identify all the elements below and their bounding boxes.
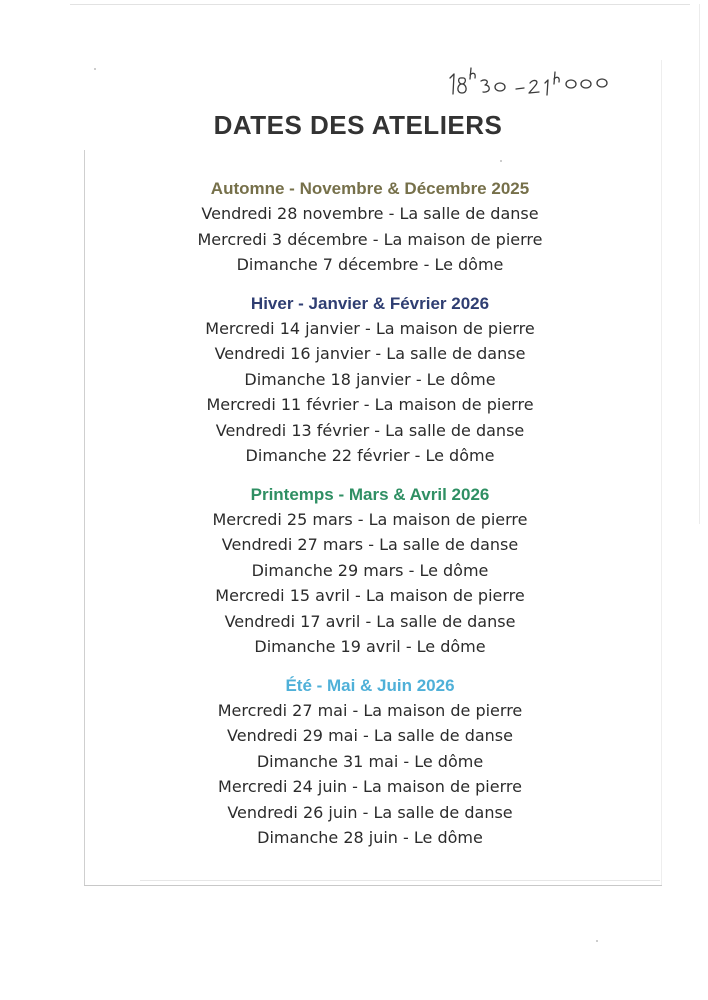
session-item: Mercredi 11 février - La maison de pierre: [206, 395, 534, 414]
session-item: Dimanche 28 juin - Le dôme: [257, 828, 483, 847]
session-item: Mercredi 3 décembre - La maison de pierre: [197, 229, 543, 249]
session-item: Vendredi 17 avril - La salle de danse: [224, 611, 516, 631]
season-heading: Automne - Novembre & Décembre 2025: [210, 179, 530, 198]
scan-speck: [94, 68, 96, 70]
season-block: [0, 176, 708, 278]
handwritten-time-note: [440, 64, 620, 109]
handwritten-ink: [440, 64, 620, 104]
page-title: DATES DES ATELIERS: [213, 110, 503, 140]
season-heading: Printemps - Mars & Avril 2026: [250, 484, 490, 504]
session-item: Vendredi 27 mars - La salle de danse: [221, 535, 519, 554]
season-heading: Été - Mai & Juin 2026: [285, 675, 455, 695]
session-item: Mercredi 14 janvier - La maison de pierre: [205, 318, 535, 338]
season-block: [0, 673, 708, 851]
session-item: Vendredi 16 janvier - La salle de danse: [214, 344, 526, 363]
session-item: Dimanche 22 février - Le dôme: [245, 446, 495, 465]
season-heading: Hiver - Janvier & Février 2026: [250, 293, 490, 313]
session-item: Vendredi 29 mai - La salle de danse: [227, 726, 513, 745]
sheet-edge-bottom-shadow: [140, 880, 660, 881]
sheet-edge-bottom: [84, 885, 662, 886]
scan-speck: [500, 160, 502, 162]
season-block: [0, 482, 708, 660]
session-item: Mercredi 25 mars - La maison de pierre: [212, 509, 528, 529]
session-item: Mercredi 24 juin - La maison de pierre: [218, 777, 522, 796]
season-block: [0, 291, 708, 469]
session-item: Mercredi 27 mai - La maison de pierre: [217, 700, 523, 720]
session-item: Dimanche 29 mars - Le dôme: [251, 560, 489, 580]
session-item: Dimanche 18 janvier - Le dôme: [244, 369, 496, 389]
session-item: Mercredi 15 avril - La maison de pierre: [215, 586, 525, 605]
session-item: Dimanche 31 mai - Le dôme: [256, 751, 484, 771]
session-item: Vendredi 26 juin - La salle de danse: [227, 802, 513, 822]
schedule-list: [0, 176, 708, 851]
session-item: Dimanche 19 avril - Le dôme: [254, 637, 486, 656]
session-item: Dimanche 7 décembre - Le dôme: [236, 255, 504, 274]
scan-speck: [596, 940, 598, 942]
scan-edge-top: [70, 4, 690, 5]
session-item: Vendredi 28 novembre - La salle de danse: [201, 204, 539, 223]
session-item: Vendredi 13 février - La salle de danse: [215, 420, 525, 440]
